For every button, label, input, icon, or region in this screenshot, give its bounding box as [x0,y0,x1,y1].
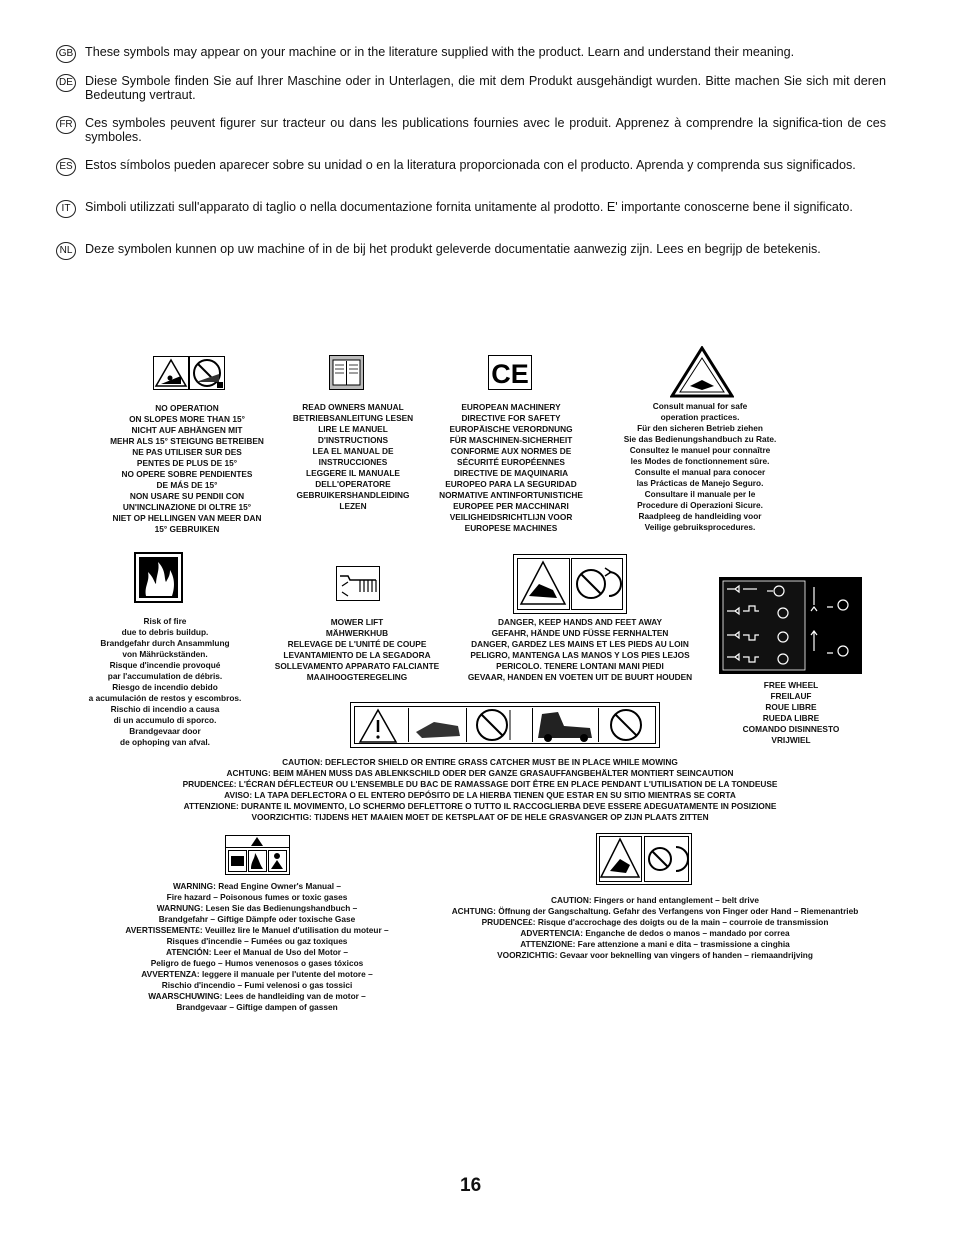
free-wheel-icon [719,577,862,674]
intro-fr [56,116,886,144]
hands-feet-caption: DANGER, KEEP HANDS AND FEET AWAY GEFAHR, HÄNDE UND FÜSSE FERNHALTEN DANGER, GARDEZ LES MAINS ET LES PIEDS AU LOIN PELIGRO, MANTENGA LAS MANOS Y LOS PIES LEJOS PERICOLO. TENERE LONTANI MANI PIEDI GEVAAR, HANDEN EN VOETEN UIT DE BUURT HOUDEN [467,617,693,682]
mower-lift-icon [336,566,380,601]
intro-es [56,158,886,176]
intro-it [56,200,886,218]
svg-text:CE: CE [491,359,529,389]
belt-caption: CAUTION: Fingers or hand entanglement – belt drive ACHTUNG: Öffnung der Gangschaltung. Gefahr des Verfangens von Finger oder Hand – Riemenantrieb PRUDENCE£: Risque d'accrochage des doigts ou de la main – courroie de transmission ADVERTENCIA: Enganche de dedos o manos – mandado por correa ATTENZIONE: Fare attenzione a mani e dita – trasmissione a cinghia VOORZICHTIG: Gevaar voor beknelling van vingers of handen – riemaandrijving [451,895,859,960]
manual-book-icon [329,355,364,390]
intro-nl [56,242,886,260]
engine-caption: WARNING: Read Engine Owner's Manual – Fire hazard – Poisonous fumes or toxic gases WARNUNG: Lesen Sie das Bedienungshandbuch – Brandgefahr – Giftige Dämpfe oder toxische Gase AVERTISSEMENT£: Veuillez lire le Manuel d'utilisation du moteur – Risques d'incendie – Fumées ou gaz toxiques ATENCIÓN: Leer el Manual de Uso del Motor – Peligro de fuego – Humos venenosos o gases tóxicos AVVERTENZA: leggere il manuale per l'utente del motore – Rischio d'incendio – Fumi velenosi o gas tossici WAARSCHUWING: Lees de handleiding van de motor – Brandgevaar – Giftige dampen of gassen [125,881,389,1012]
intro-gb [56,45,886,63]
slope-warning-icon [153,356,225,390]
language-badge: ES [56,158,76,176]
language-badge: FR [56,116,76,134]
intro-text: Diese Symbole finden Sie auf Ihrer Maschine oder in Unterlagen, die mit dem Produkt ausgehändigt wurden. Bitte machen Sie sich mit deren Bedeutung vertraut. [85,74,886,102]
manual-caption: READ OWNERS MANUAL BETRIEBSANLEITUNG LESEN LIRE LE MANUEL D'INSTRUCTIONS LEA EL MANUAL DE INSTRUCCIONES LEGGERE IL MANUALE DELL'OPERATORE GEBRUIKERSHANDLEIDING LEZEN [292,402,414,511]
intro-text: Estos símbolos pueden aparecer sobre su unidad o en la literatura proporcionada con el producto. Aprenda y comprenda sus significados. [85,158,856,172]
intro-de [56,74,886,102]
slope-caption: NO OPERATION ON SLOPES MORE THAN 15° NICHT AUF ABHÄNGEN MIT MEHR ALS 15° STEIGUNG BETREIBEN NE PAS UTILISER SUR DES PENTES DE PLUS DE 15° NO OPERE SOBRE PENDIENTES DE MÁS DE 15° NON USARE SU PENDII CON UN'INCLINAZIONE DI OLTRE 15° NIET OP HELLINGEN VAN MEER DAN 15° GEBRUIKEN [110,403,264,534]
language-badge: NL [56,242,76,260]
intro-text: Simboli utilizzati sull'apparato di taglio o nella documentazione fornita unitamente al prodotto. E' importante conoscerne bene il significato. [85,200,853,214]
ce-mark-icon [488,355,532,390]
intro-text: These symbols may appear on your machine or in the literature supplied with the product. Learn and understand their meaning. [85,45,795,59]
language-badge: GB [56,45,76,63]
deflector-shield-icon [350,702,660,748]
fire-icon [134,552,183,603]
belt-drive-icon [596,833,692,885]
fire-caption: Risk of fire due to debris buildup. Brandgefahr durch Ansammlung von Mährückständen. Risque d'incendie provoqué par l'accumulation de débris. Riesgo de incendio debido a acumulación de restos y escombros. Rischio di incendio a causa di un accumulo di sporco. Brandgevaar door de ophoping van afval. [88,616,242,747]
mower-lift-caption: MOWER LIFT MÄHWERKHUB RELEVAGE DE L'UNITÉ DE COUPE LEVANTAMIENTO DE LA SEGADORA SOLLEVAMENTO APPARATO FALCIANTE MAAIHOOGTEREGELING [274,617,440,682]
hands-feet-danger-icon [513,554,627,614]
intro-text: Deze symbolen kunnen op uw machine of in de bij het produkt geleverde documentatie aanwezig zijn. Lees en begrijp de betekenis. [85,242,821,256]
language-badge: IT [56,200,76,218]
engine-warning-icon [225,835,290,875]
consult-caption: Consult manual for safe operation practices. Für den sicheren Betrieb ziehen Sie das Bedienungshandbuch zu Rate. Consultez le manuel pour connaître les Modes de fonctionnement sûre. Consulte el manual para conocer las Prácticas de Manejo Seguro. Consultare il manuale per le Procedure di Operazioni Sicure. Raadpleeg de handleiding voor Veilige gebruiksprocedures. [623,401,777,532]
free-wheel-caption: FREE WHEEL FREILAUF ROUE LIBRE RUEDA LIBRE COMANDO DISINNESTO VRIJWIEL [742,680,840,745]
deflector-caption: CAUTION: DEFLECTOR SHIELD OR ENTIRE GRASS CATCHER MUST BE IN PLACE WHILE MOWING ACHTUNG: BEIM MÄHEN MUSS DAS ABLENKSCHILD ODER DER GANZE GRASAUFFANGBEHÄLTER MONTIERT SEINCAUTION PRUDENCE£: L'ÉCRAN DÉFLECTEUR OU L'ENSEMBLE DU BAC DE RAMASSAGE DOIT ÊTRE EN PLACE PENDANT L'UTILISATION DE LA TONDEUSE AVISO: LA TAPA DEFLECTORA O EL ENTERO DEPÓSITO DE LA HIERBA TIENEN QUE ESTAR EN SU SITIO MIENTRAS SE CORTA ATTENZIONE: DURANTE IL MOVIMENTO, LO SCHERMO DEFLETTORE O TUTTO IL RACCOGLIERBA DEVE ESSERE ADEGUATAMENTE IN POSIZIONE VOORZICHTIG: TIJDENS HET MAAIEN MOET DE KETSPLAAT OF DE HELE GRASVANGER OP ZIJN PLAATS ZITTEN [182,757,778,822]
warning-triangle-icon [670,346,734,398]
intro-text: Ces symboles peuvent figurer sur tracteur ou dans les publications fournies avec le produit. Apprenez à comprendre la significa-tion de ces symboles. [85,116,886,144]
page-number: 16 [460,1175,482,1196]
ce-caption: EUROPEAN MACHINERY DIRECTIVE FOR SAFETY EUROPÄISCHE VERORDNUNG FÜR MASCHINEN-SICHERHEIT CONFORME AUX NORMES DE SÉCURITÉ EUROPÉENNES DIRECTIVE DE MAQUINARIA EUROPEO PARA LA SEGURIDAD NORMATIVE ANTINFORTUNISTICHE EUROPEE PER MACCHINARI VEILIGHEIDSRICHTLIJN VOOR EUROPESE MACHINES [439,402,583,533]
language-badge: DE [56,74,76,92]
